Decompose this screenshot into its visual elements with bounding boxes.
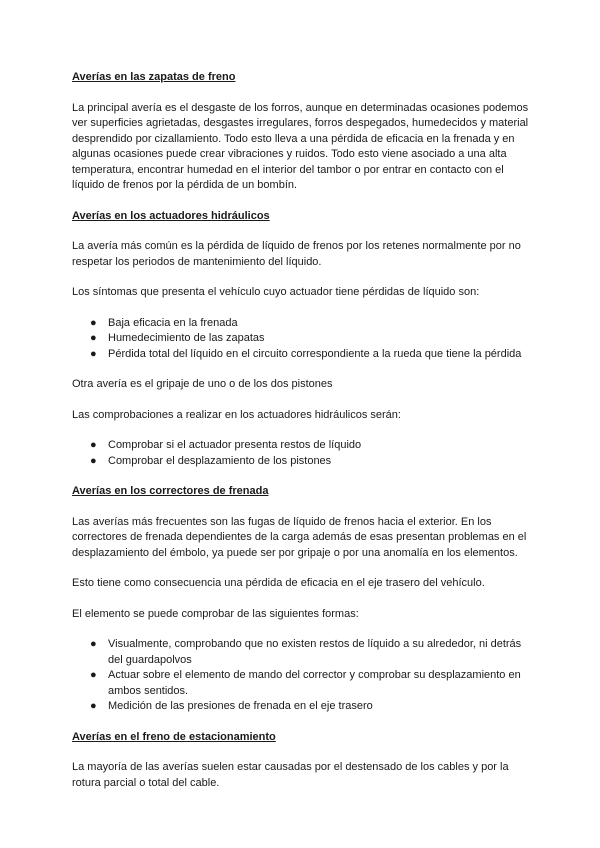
- bullet-list: [72, 637, 532, 715]
- list-item-text: Baja eficacia en la frenada: [108, 316, 238, 329]
- list-item-text: Actuar sobre el elemento de mando del corrector y comprobar su desplazamiento en ambos sentidos.: [108, 669, 521, 697]
- paragraph: La avería más común es la pérdida de líquido de frenos por los retenes normalmente por no respetar los periodos de mantenimiento del líquido.: [72, 240, 521, 268]
- paragraph: La principal avería es el desgaste de los forros, aunque en determinadas ocasiones podemos ver superficies agrietadas, desgastes irregulares, forros despegados, humedecidos y material desprendido por cizallamiento. Todo esto lleva a una pérdida de eficacia en la frenada y en algunas ocasiones puede crear vibraciones y ruidos. Todo esto viene asociado a una alta temperatura, encontrar humedad en el interior del tambor o por entrar en contacto con el líquido de frenos por la pérdida de un bombín.: [72, 101, 529, 191]
- section-actuadores: [72, 209, 532, 470]
- section-heading: Averías en los correctores de frenada: [72, 485, 269, 497]
- bullet-list: [72, 316, 532, 363]
- bullet-icon: ●: [90, 347, 97, 360]
- list-item-text: Comprobar el desplazamiento de los pistones: [108, 454, 332, 467]
- bullet-icon: ●: [90, 669, 97, 681]
- list-item: [90, 699, 532, 715]
- list-item-text: Humedecimiento de las zapatas: [108, 332, 265, 344]
- section-estacionamiento: [72, 730, 532, 792]
- list-item-text: Visualmente, comprobando que no existen restos de líquido a su alrededor, ni detrás del guardapolvos: [108, 638, 522, 666]
- list-item-text: Comprobar si el actuador presenta restos de líquido: [108, 439, 362, 451]
- list-item: [90, 454, 532, 470]
- list-item: [90, 668, 532, 699]
- list-item: [90, 316, 532, 332]
- paragraph: Otra avería es el gripaje de uno o de los dos pistones: [72, 378, 333, 390]
- paragraph: Esto tiene como consecuencia una pérdida de eficacia en el eje trasero del vehículo.: [72, 577, 485, 589]
- section-correctores: [72, 484, 532, 715]
- list-item: [90, 637, 532, 668]
- list-item: [90, 347, 532, 363]
- paragraph: El elemento se puede comprobar de las siguientes formas:: [72, 607, 359, 620]
- list-item-text: Pérdida total del líquido en el circuito correspondiente a la rueda que tiene la pérdida: [108, 347, 522, 360]
- paragraph: Las comprobaciones a realizar en los actuadores hidráulicos serán:: [72, 408, 401, 421]
- section-heading: Averías en el freno de estacionamiento: [72, 730, 276, 743]
- document-page: [72, 70, 532, 806]
- bullet-icon: ●: [90, 439, 97, 451]
- section-heading: Averías en las zapatas de freno: [72, 71, 236, 83]
- paragraph: Las averías más frecuentes son las fugas de líquido de frenos hacia el exterior. En los correctores de frenada dependientes de la carga además de esas presentan problemas en el desplazamiento del émbolo, ya puede ser por gripaje o por una anomalía en los elementos.: [72, 515, 527, 559]
- bullet-icon: ●: [90, 454, 97, 467]
- section-heading: Averías en los actuadores hidráulicos: [72, 209, 270, 222]
- section-zapatas: [72, 70, 532, 194]
- bullet-icon: ●: [90, 700, 97, 712]
- bullet-list: [72, 438, 532, 469]
- paragraph: Los síntomas que presenta el vehículo cuyo actuador tiene pérdidas de líquido son:: [72, 286, 480, 298]
- bullet-icon: ●: [90, 332, 97, 344]
- list-item: [90, 438, 532, 454]
- paragraph: La mayoría de las averías suelen estar causadas por el destensado de los cables y por la rotura parcial o total del cable.: [72, 761, 509, 789]
- bullet-icon: ●: [90, 316, 97, 329]
- list-item-text: Medición de las presiones de frenada en el eje trasero: [108, 700, 373, 712]
- list-item: [90, 331, 532, 347]
- bullet-icon: ●: [90, 638, 97, 650]
